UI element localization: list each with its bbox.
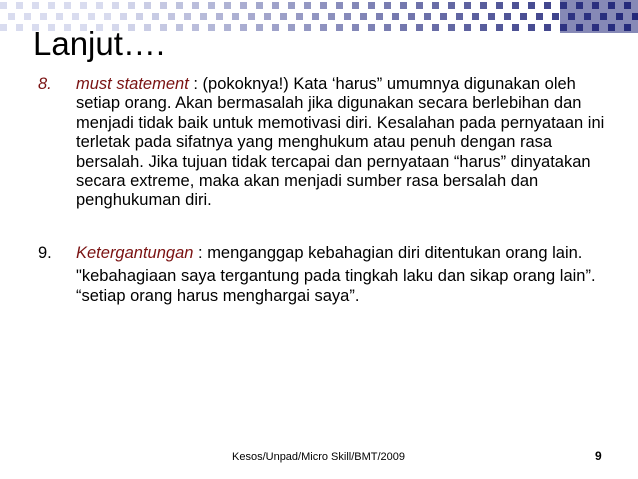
banner-square	[272, 24, 279, 31]
banner-square	[136, 13, 143, 20]
banner-square	[272, 2, 279, 9]
banner-square	[208, 2, 215, 9]
banner-square	[184, 13, 191, 20]
banner-square	[440, 13, 447, 20]
banner-square	[536, 13, 543, 20]
banner-square	[384, 2, 391, 9]
banner-square	[256, 24, 263, 31]
banner-square	[544, 24, 551, 31]
banner-square	[240, 2, 247, 9]
banner-square	[8, 13, 15, 20]
banner-square	[144, 2, 151, 9]
slide-title: Lanjut….	[33, 25, 166, 62]
banner-square	[432, 24, 439, 31]
list-item-9	[38, 244, 618, 306]
banner-square	[408, 13, 415, 20]
banner-square	[384, 24, 391, 31]
banner-square	[248, 13, 255, 20]
banner-square	[224, 2, 231, 9]
banner-square	[320, 2, 327, 9]
banner-square	[320, 24, 327, 31]
banner-square	[552, 13, 559, 20]
banner-square	[528, 2, 535, 9]
banner-square	[368, 2, 375, 9]
bullet-list	[38, 75, 618, 306]
banner-square	[456, 13, 463, 20]
banner-square	[480, 2, 487, 9]
banner-square	[512, 2, 519, 9]
banner-square	[400, 24, 407, 31]
banner-square	[496, 24, 503, 31]
banner-square	[176, 24, 183, 31]
banner-square	[104, 13, 111, 20]
banner-dark-block	[560, 0, 638, 33]
banner-square	[472, 13, 479, 20]
banner-square	[464, 2, 471, 9]
item-text	[76, 75, 618, 211]
banner-square	[464, 24, 471, 31]
banner-square	[496, 2, 503, 9]
banner-square	[416, 24, 423, 31]
banner-square	[448, 24, 455, 31]
banner-square	[160, 2, 167, 9]
page-number: 9	[595, 449, 602, 463]
banner-square	[296, 13, 303, 20]
banner-square	[544, 2, 551, 9]
banner-square	[328, 13, 335, 20]
banner-square	[376, 13, 383, 20]
banner-square	[112, 2, 119, 9]
banner-square	[368, 24, 375, 31]
banner-square	[264, 13, 271, 20]
banner-square	[312, 13, 319, 20]
banner-square	[416, 2, 423, 9]
banner-square	[392, 13, 399, 20]
banner-square	[352, 2, 359, 9]
item-term: Ketergantungan	[76, 243, 194, 262]
banner-square	[64, 2, 71, 9]
banner-square	[424, 13, 431, 20]
banner-square	[72, 13, 79, 20]
banner-square	[120, 13, 127, 20]
banner-square	[32, 2, 39, 9]
banner-square	[336, 2, 343, 9]
banner-square	[192, 2, 199, 9]
banner-square	[224, 24, 231, 31]
banner-square	[256, 2, 263, 9]
banner-square	[48, 2, 55, 9]
item-quote: "kebahagiaan saya tergantung pada tingkah laku dan sikap orang lain”. “setiap orang harus menghargai saya”.	[76, 267, 596, 305]
banner-square	[208, 24, 215, 31]
banner-square	[152, 13, 159, 20]
list-item-8	[38, 75, 618, 211]
banner-square	[96, 2, 103, 9]
banner-square	[432, 2, 439, 9]
banner-square	[0, 24, 7, 31]
banner-square	[40, 13, 47, 20]
banner-square	[16, 24, 23, 31]
banner-square	[400, 2, 407, 9]
banner-square	[488, 13, 495, 20]
banner-square	[232, 13, 239, 20]
item-text	[76, 244, 618, 263]
banner-square	[336, 24, 343, 31]
banner-square	[176, 2, 183, 9]
item-number: 9.	[38, 243, 52, 262]
banner-square	[344, 13, 351, 20]
banner-square	[168, 13, 175, 20]
banner-square	[128, 2, 135, 9]
banner-square	[288, 2, 295, 9]
banner-square	[520, 13, 527, 20]
banner-square	[480, 24, 487, 31]
banner-square	[504, 13, 511, 20]
item-description: : menganggap kebahagian diri ditentukan orang lain.	[193, 243, 583, 262]
banner-square	[528, 24, 535, 31]
banner-square	[200, 13, 207, 20]
banner-square	[88, 13, 95, 20]
banner-square	[80, 2, 87, 9]
item-number: 8.	[38, 75, 52, 93]
banner-square	[0, 2, 7, 9]
item-term: must statement	[76, 75, 189, 93]
banner-square	[24, 13, 31, 20]
banner-square	[288, 24, 295, 31]
banner-square	[56, 13, 63, 20]
banner-square	[352, 24, 359, 31]
banner-square	[512, 24, 519, 31]
banner-square	[448, 2, 455, 9]
banner-square	[240, 24, 247, 31]
banner-square	[304, 24, 311, 31]
item-description: : (pokoknya!) Kata ‘harus” umumnya digunakan oleh setiap orang. Akan bermasalah jika digunakan secara berlebihan dan menjadi tidak baik untuk memotivasi diri. Kesalahan pada pernyataan ini terletak pada sifatnya yang menghukum atau penuh dengan rasa bersalah. Jika tujuan tidak tercapai dan pernyataan “harus” dinyatakan secara extreme, maka akan menjadi sumber rasa bersalah dan penghukuman diri.	[76, 75, 605, 210]
banner-square	[360, 13, 367, 20]
banner-square	[192, 24, 199, 31]
banner-square	[304, 2, 311, 9]
banner-square	[16, 2, 23, 9]
banner-square	[216, 13, 223, 20]
banner-square	[280, 13, 287, 20]
footer-text: Kesos/Unpad/Micro Skill/BMT/2009	[232, 451, 406, 463]
